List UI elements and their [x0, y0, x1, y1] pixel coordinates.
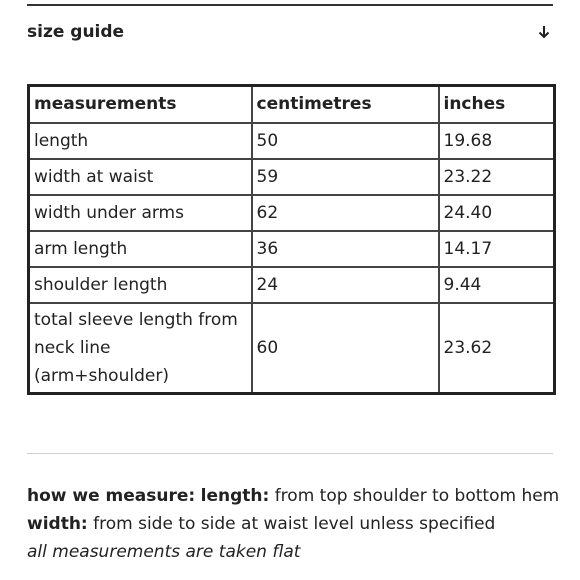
table-row [29, 195, 555, 231]
width-label: width: [27, 514, 88, 534]
width-description: from side to side at waist level unless specified [93, 514, 496, 534]
table-row [29, 123, 555, 159]
table-row [29, 231, 555, 267]
measurement-cell: arm length [29, 231, 252, 267]
cm-cell: 62 [252, 195, 439, 231]
inches-cell: 9.44 [439, 267, 555, 303]
measurement-cell: length [29, 123, 252, 159]
measurement-cell: total sleeve length from neck line (arm+shoulder) [29, 303, 252, 394]
measurement-cell: width at waist [29, 159, 252, 195]
cm-cell: 60 [252, 303, 439, 394]
table-row [29, 159, 555, 195]
length-description: from top shoulder to bottom hem [274, 486, 560, 506]
inches-cell: 23.62 [439, 303, 555, 394]
inches-cell: 23.22 [439, 159, 555, 195]
flat-measurement-note: all measurements are taken flat [27, 542, 301, 562]
table-row [29, 303, 555, 394]
measurement-cell: width under arms [29, 195, 252, 231]
size-guide-title: size guide [27, 22, 125, 42]
header-measurements: measurements [29, 86, 252, 123]
cm-cell: 36 [252, 231, 439, 267]
section-divider [27, 453, 553, 454]
cm-cell: 50 [252, 123, 439, 159]
cm-cell: 24 [252, 267, 439, 303]
table-header-row [29, 86, 555, 123]
arrow-down-icon[interactable] [536, 24, 552, 40]
length-label: length: [200, 486, 270, 506]
how-we-measure-label: how we measure: [27, 486, 196, 506]
size-guide-accordion-toggle[interactable] [27, 17, 553, 47]
measurement-notes [27, 482, 567, 566]
inches-cell: 24.40 [439, 195, 555, 231]
size-guide-table [27, 84, 556, 395]
measurement-cell: shoulder length [29, 267, 252, 303]
inches-cell: 19.68 [439, 123, 555, 159]
top-divider [27, 4, 553, 6]
header-centimetres: centimetres [252, 86, 439, 123]
header-inches: inches [439, 86, 555, 123]
table-row [29, 267, 555, 303]
cm-cell: 59 [252, 159, 439, 195]
inches-cell: 14.17 [439, 231, 555, 267]
